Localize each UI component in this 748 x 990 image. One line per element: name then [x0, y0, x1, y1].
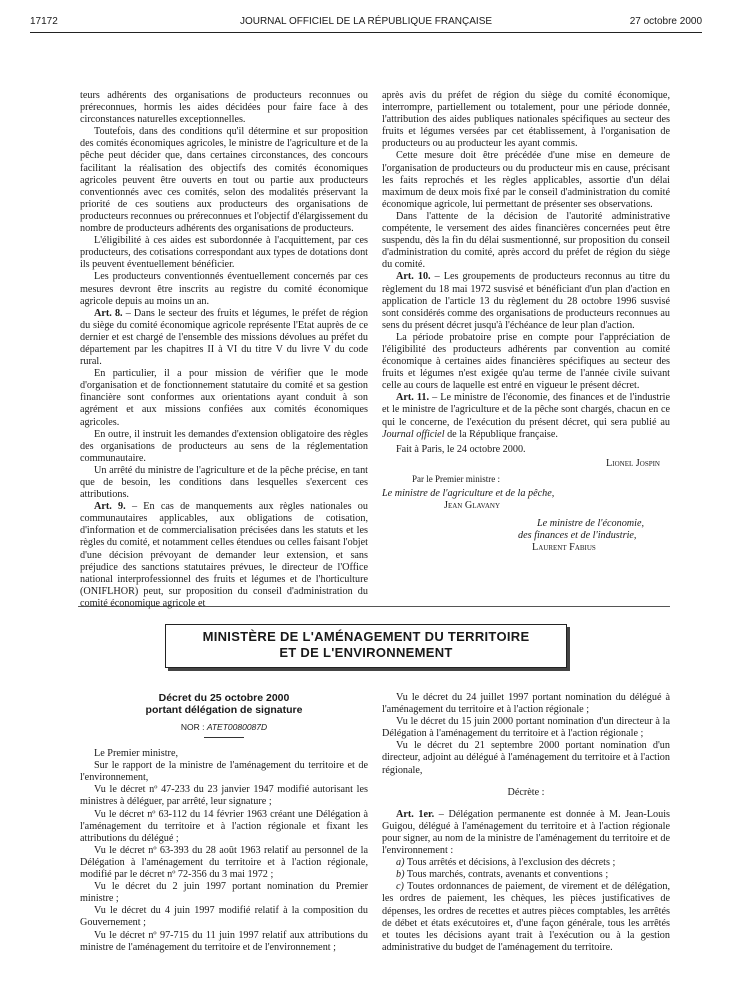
- article-8-text: – Dans le secteur des fruits et légumes, le préfet de région du siège du comité économique agricole représente l'Etat auprès de ce dernier et est chargé de l'ensemble des missions dévolues au préfet du département par les chapitres II à VI du titre V du livre V du code rural.: [80, 307, 368, 368]
- page-header: [30, 16, 702, 30]
- item-b: [382, 869, 670, 881]
- article-9: [80, 501, 368, 610]
- paragraph: La période probatoire prise en compte pour l'appréciation de l'éligibilité des producteurs adhérents par convention au comité économique à certaines aides financières spécifiques au secteur des fruits et légumes n'est exigée qu'au terme de l'année civile suivant celle au cours de laquelle est entré en vigueur le présent décret.: [382, 331, 670, 392]
- signature-agriculture-minister: Jean Glavany: [444, 500, 501, 512]
- item-c-letter: c): [396, 881, 404, 893]
- paragraph: Vu le décret du 24 juillet 1997 portant nomination du délégué à l'aménagement du territoire et à l'action régionale ;: [382, 692, 670, 716]
- item-c-text: Toutes ordonnances de paiement, de virement et de délégation, les ordres de paiement, les chèques, les pièces justificatives de dépenses, les ordres de recettes et autres pièces comptables, les arrêtés de débet et états exécutoires et, d'une façon générale, tous les arrêtés et toutes les décisions ayant trait à l'exécution ou à la gestion administrative du budget de l'aménagement du territoire.: [382, 881, 670, 953]
- paragraph: Cette mesure doit être précédée d'une mise en demeure de l'organisation de producteurs ou du producteur mis en cause, précisant les faits reprochés et les règles applicables, assortie d'un délai maximum de deux mois fixé par le conseil d'administration du comité économique agricole, lui permettant de présenter ses observations.: [382, 150, 670, 210]
- nor-reference: [80, 721, 368, 733]
- article-8: [80, 308, 368, 368]
- right-column-top: [382, 90, 670, 554]
- ministry-banner: [165, 624, 567, 668]
- item-a: [382, 857, 670, 869]
- nor-code: ATET0080087D: [206, 722, 268, 732]
- item-a-letter: a): [396, 857, 405, 869]
- signature-prime-minister: Lionel Jospin: [606, 457, 660, 469]
- page-number: 17172: [30, 16, 58, 27]
- item-b-letter: b): [396, 869, 405, 881]
- article-8-label: Art. 8.: [94, 307, 123, 319]
- agriculture-minister-title: Le ministre de l'agriculture et de la pêche,: [382, 488, 555, 499]
- paragraph: Un arrêté du ministre de l'agriculture et de la pêche précise, en tant que de besoin, les conditions dans lesquelles s'exercent ces attributions.: [80, 464, 368, 501]
- item-b-text: Tous marchés, contrats, avenants et conventions ;: [404, 869, 609, 881]
- paragraph: Vu le décret nº 63-112 du 14 février 1963 créant une Délégation à l'aménagement du territoire et à l'action régionale et fixant les attributions du délégué ;: [80, 808, 368, 844]
- paragraph: En outre, il instruit les demandes d'extension obligatoire des règles des organisations de producteurs au sens de la réglementation communautaire.: [80, 428, 368, 464]
- paragraph: Dans l'attente de la décision de l'autorité administrative compétente, le versement des aides financières concernées peut être suspendu, dès la fin du délai susmentionné, sur proposition du conseil d'administration du comité, après accord du préfet de région du siège du comité.: [382, 210, 670, 271]
- economy-minister-title-2: des finances et de l'industrie,: [518, 530, 637, 542]
- paragraph: Vu le décret du 4 juin 1997 modifié relatif à la composition du Gouvernement ;: [80, 905, 368, 929]
- header-rule: [30, 32, 702, 33]
- paragraph: Vu le décret nº 63-393 du 28 août 1963 relatif au personnel de la Délégation à l'aménagement du territoire et à l'action régionale, modifié par le décret nº 72-356 du 3 mai 1972 ;: [80, 844, 368, 881]
- paragraph: après avis du préfet de région du siège du comité économique, interrompre, partiellement ou totalement, pour une période donnée, l'attribution des aides publiques nationales spécifiques au secteur des fruits et légumes versées par cet établissement, à l'organisation de producteurs ou au producteur les ayant commis.: [382, 90, 670, 150]
- article-10: [382, 271, 670, 331]
- paragraph: L'éligibilité à ces aides est subordonnée à l'acquittement, par ces producteurs, des cotisations correspondant aux types de dotations dont ils peuvent éventuellement bénéficier.: [80, 235, 368, 271]
- paragraph: Vu le décret du 21 septembre 2000 portant nomination d'un directeur, adjoint au délégué à l'aménagement du territoire et à l'action régionale,: [382, 740, 670, 776]
- paragraph: Sur le rapport de la ministre de l'aménagement du territoire et de l'environnement,: [80, 760, 368, 784]
- ministry-title-line1: MINISTÈRE DE L'AMÉNAGEMENT DU TERRITOIRE: [202, 629, 530, 644]
- item-c: [382, 881, 670, 954]
- article-1: [382, 809, 670, 857]
- article-9-text: – En cas de manquements aux règles nationales ou communautaires applicables, aux obligations de cotisation, d'information et de commercialisation précisées dans les statuts et les règles du comité, et notamment celles étendues ou celles faisant l'objet d'une décision prévoyant de demander leur extension, et sans préjudice des sanctions statutaires prévues, le directeur de l'Office national interprofessionnel des fruits et légumes et de l'horticulture (ONIFLHOR) peut, sur proposition du conseil d'administration du comité économique agricole et: [80, 501, 368, 609]
- by-prime-minister: Par le Premier ministre :: [412, 473, 500, 484]
- nor-label: NOR :: [180, 722, 207, 732]
- decree-subtitle: portant délégation de signature: [145, 704, 303, 716]
- paragraph: Le Premier ministre,: [94, 748, 179, 760]
- article-11-text: – Le ministre de l'économie, des finances et de l'industrie et le ministre de l'agriculture et de la pêche sont chargés, chacun en ce qui le concerne, de l'exécution du présent décret, qui sera publié au: [382, 392, 670, 428]
- item-a-text: Tous arrêtés et décisions, à l'exclusion des décrets ;: [404, 857, 616, 869]
- paragraph: Vu le décret nº 47-233 du 23 janvier 1947 modifié autorisant les ministres à déléguer, par arrêté, leur signature ;: [80, 784, 368, 808]
- signature-economy-minister: Laurent Fabius: [532, 542, 596, 554]
- economy-minister-title: Le ministre de l'économie,: [537, 518, 645, 530]
- left-column-top: [80, 90, 368, 610]
- paragraph: Toutefois, dans des conditions qu'il détermine et sur proposition des comités économiques agricoles, le ministre de l'agriculture et de la pêche peut décider que, dans certaines circonstances, des concours facilitant la réalisation des objectifs des comités économiques agricoles peuvent être ouverts en tout ou partie aux producteurs conventionnés avec ces comités, selon des modalités préservant la priorité de ces soutiens aux producteurs des organisations de producteurs reconnues ou préreconnues et l'objectif d'élargissement du nombre de producteurs adhérents des organisations de producteurs.: [80, 126, 368, 235]
- article-11-text-end: de la République française.: [444, 428, 558, 440]
- article-1-label: Art. 1er.: [396, 808, 435, 820]
- article-10-text: – Les groupements de producteurs reconnus au titre du règlement du 18 mai 1972 susvisé et bénéficiant d'un plan d'action en application de l'article 13 du règlement du 28 octobre 1996 susvisé sont considérés comme des organisations de producteurs reconnues au sens du présent décret jusqu'à l'échéance de leur plan d'action.: [382, 271, 670, 331]
- ministry-title-line2: ET DE L'ENVIRONNEMENT: [279, 645, 453, 660]
- article-9-label: Art. 9.: [94, 501, 126, 513]
- section-rule: [78, 606, 670, 607]
- decrees-heading: Décrète :: [507, 786, 545, 798]
- article-10-label: Art. 10.: [396, 271, 431, 283]
- journal-reference: Journal officiel: [382, 428, 445, 440]
- paragraph: En particulier, il a pour mission de vérifier que le mode d'organisation et de fonctionnement statutaire du comité et sa gestion financière sont conformes aux orientations ayant conduit à son agrément et aux missions confiées aux comités économiques agricoles.: [80, 368, 368, 428]
- decree-title: Décret du 25 octobre 2000: [158, 692, 290, 704]
- paragraph: Les producteurs conventionnés éventuellement concernés par ces mesures devront être inscrits au registre du comité économique agricole depuis au moins un an.: [80, 271, 368, 307]
- decree-right-column: [382, 692, 670, 954]
- article-1-text: – Délégation permanente est donnée à M. Jean-Louis Guigou, délégué à l'aménagement du territoire et à l'action régionale pour signer, au nom de la ministre de l'aménagement du territoire et de l'environnement :: [382, 808, 670, 857]
- issue-date: 27 octobre 2000: [629, 16, 702, 27]
- title-separator: [204, 737, 244, 738]
- paragraph: Vu le décret du 2 juin 1997 portant nomination du Premier ministre ;: [80, 881, 368, 905]
- article-11-label: Art. 11.: [396, 392, 430, 404]
- paragraph: teurs adhérents des organisations de producteurs reconnues ou préreconnues, hormis les aides décidées pour faire face à des circonstances naturelles exceptionnelles.: [80, 90, 368, 126]
- decree-left-column: [80, 692, 368, 954]
- paragraph: Vu le décret nº 97-715 du 11 juin 1997 relatif aux attributions du ministre de l'aménagement du territoire et de l'environnement ;: [80, 929, 368, 953]
- journal-title: JOURNAL OFFICIEL DE LA RÉPUBLIQUE FRANÇAISE: [239, 16, 493, 27]
- paragraph: Vu le décret du 15 juin 2000 portant nomination d'un directeur à la Délégation à l'aménagement du territoire et à l'action régionale ;: [382, 716, 670, 740]
- article-11: [382, 392, 670, 440]
- place-date: Fait à Paris, le 24 octobre 2000.: [396, 443, 526, 455]
